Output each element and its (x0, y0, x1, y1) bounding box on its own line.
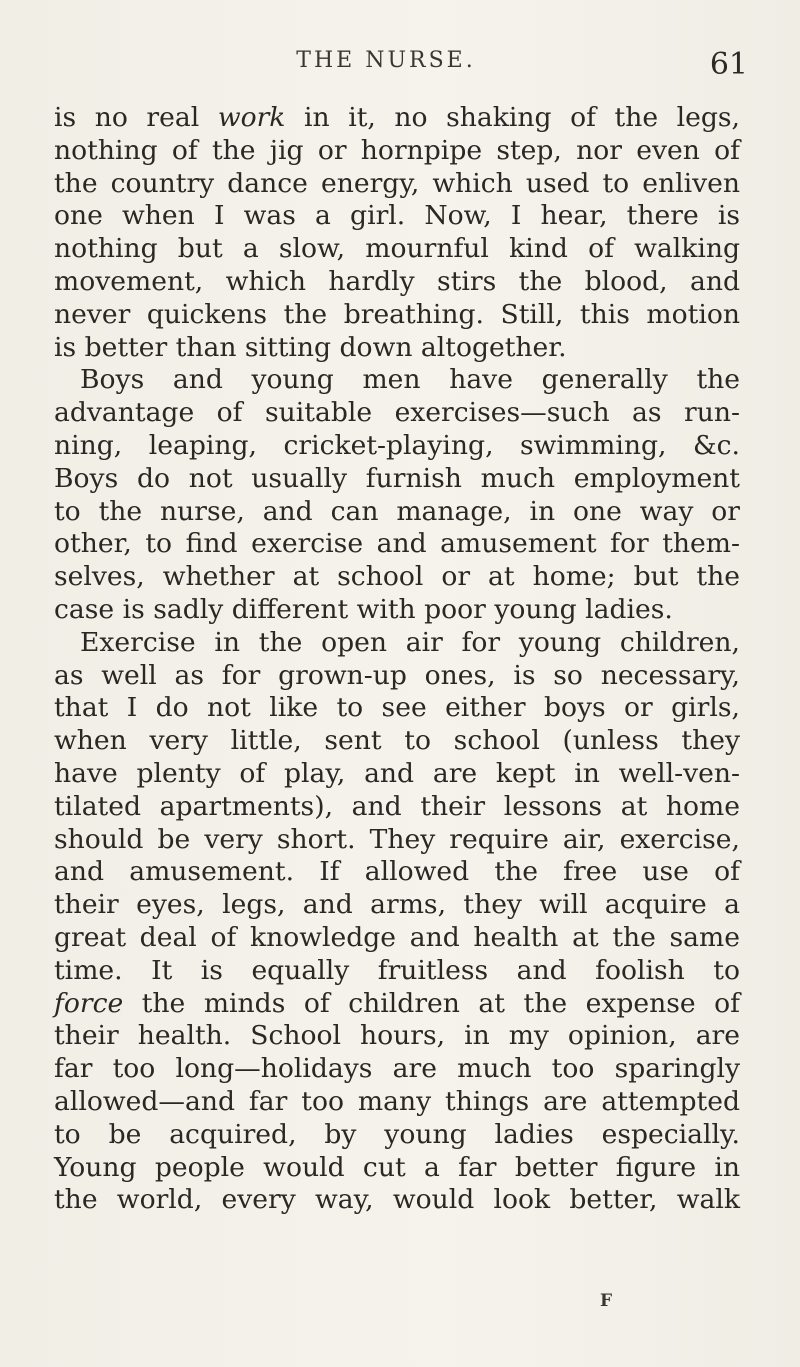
text-line: Boys and young men have generally the (80, 364, 740, 396)
text-line: case is sadly different with poor young ladies. (54, 593, 673, 625)
text-line: one when I was a girl. Now, I hear, there is (54, 200, 740, 232)
text-line: to the nurse, and can manage, in one way or (54, 495, 740, 527)
text-line: their health. School hours, in my opinion, are (54, 1020, 740, 1052)
text-line: that I do not like to see either boys or girls, (54, 692, 740, 724)
text-line: ning, leaping, cricket-playing, swimming, &c. (54, 429, 740, 461)
text-line: far too long—holidays are much too sparingly (54, 1053, 740, 1085)
text-line: great deal of knowledge and health at the same (54, 921, 740, 953)
text-line: allowed—and far too many things are attempted (54, 1085, 740, 1117)
text-line: should be very short. They require air, exercise, (54, 823, 740, 855)
text-line: other, to find exercise and amusement for them- (54, 528, 740, 560)
signature-mark: F (600, 1291, 613, 1311)
text-line: as well as for grown-up ones, is so necessary, (54, 659, 740, 691)
text-line: tilated apartments), and their lessons at home (54, 790, 740, 822)
text-line: is better than sitting down altogether. (54, 331, 567, 363)
text-line: Boys do not usually furnish much employment (54, 462, 740, 494)
body-text (54, 102, 740, 1217)
text-line: to be acquired, by young ladies especially. (54, 1118, 740, 1150)
text-line: have plenty of play, and are kept in well-ven- (54, 757, 740, 789)
page-number: 61 (709, 47, 748, 82)
text-line: movement, which hardly stirs the blood, and (54, 265, 740, 297)
text-line: force the minds of children at the expense of (54, 987, 740, 1019)
text-line: selves, whether at school or at home; but the (54, 561, 740, 593)
text-line: nothing but a slow, mournful kind of walking (54, 233, 740, 265)
text-line: the country dance energy, which used to enliven (54, 167, 740, 199)
text-line: Young people would cut a far better figure in (54, 1151, 740, 1183)
text-line: time. It is equally fruitless and foolish to (54, 954, 740, 986)
text-line: nothing of the jig or hornpipe step, nor even of (54, 134, 740, 166)
text-line: Exercise in the open air for young children, (80, 626, 740, 658)
text-line: when very little, sent to school (unless they (54, 725, 740, 757)
text-line: their eyes, legs, and arms, they will acquire a (54, 889, 740, 921)
text-line: never quickens the breathing. Still, this motion (54, 298, 740, 330)
text-line: advantage of suitable exercises—such as run- (54, 397, 740, 429)
text-line: the world, every way, would look better, walk (54, 1184, 740, 1216)
text-line: and amusement. If allowed the free use of (54, 856, 740, 888)
text-line: is no real work in it, no shaking of the legs, (54, 102, 740, 133)
running-head: THE NURSE. (296, 48, 476, 73)
